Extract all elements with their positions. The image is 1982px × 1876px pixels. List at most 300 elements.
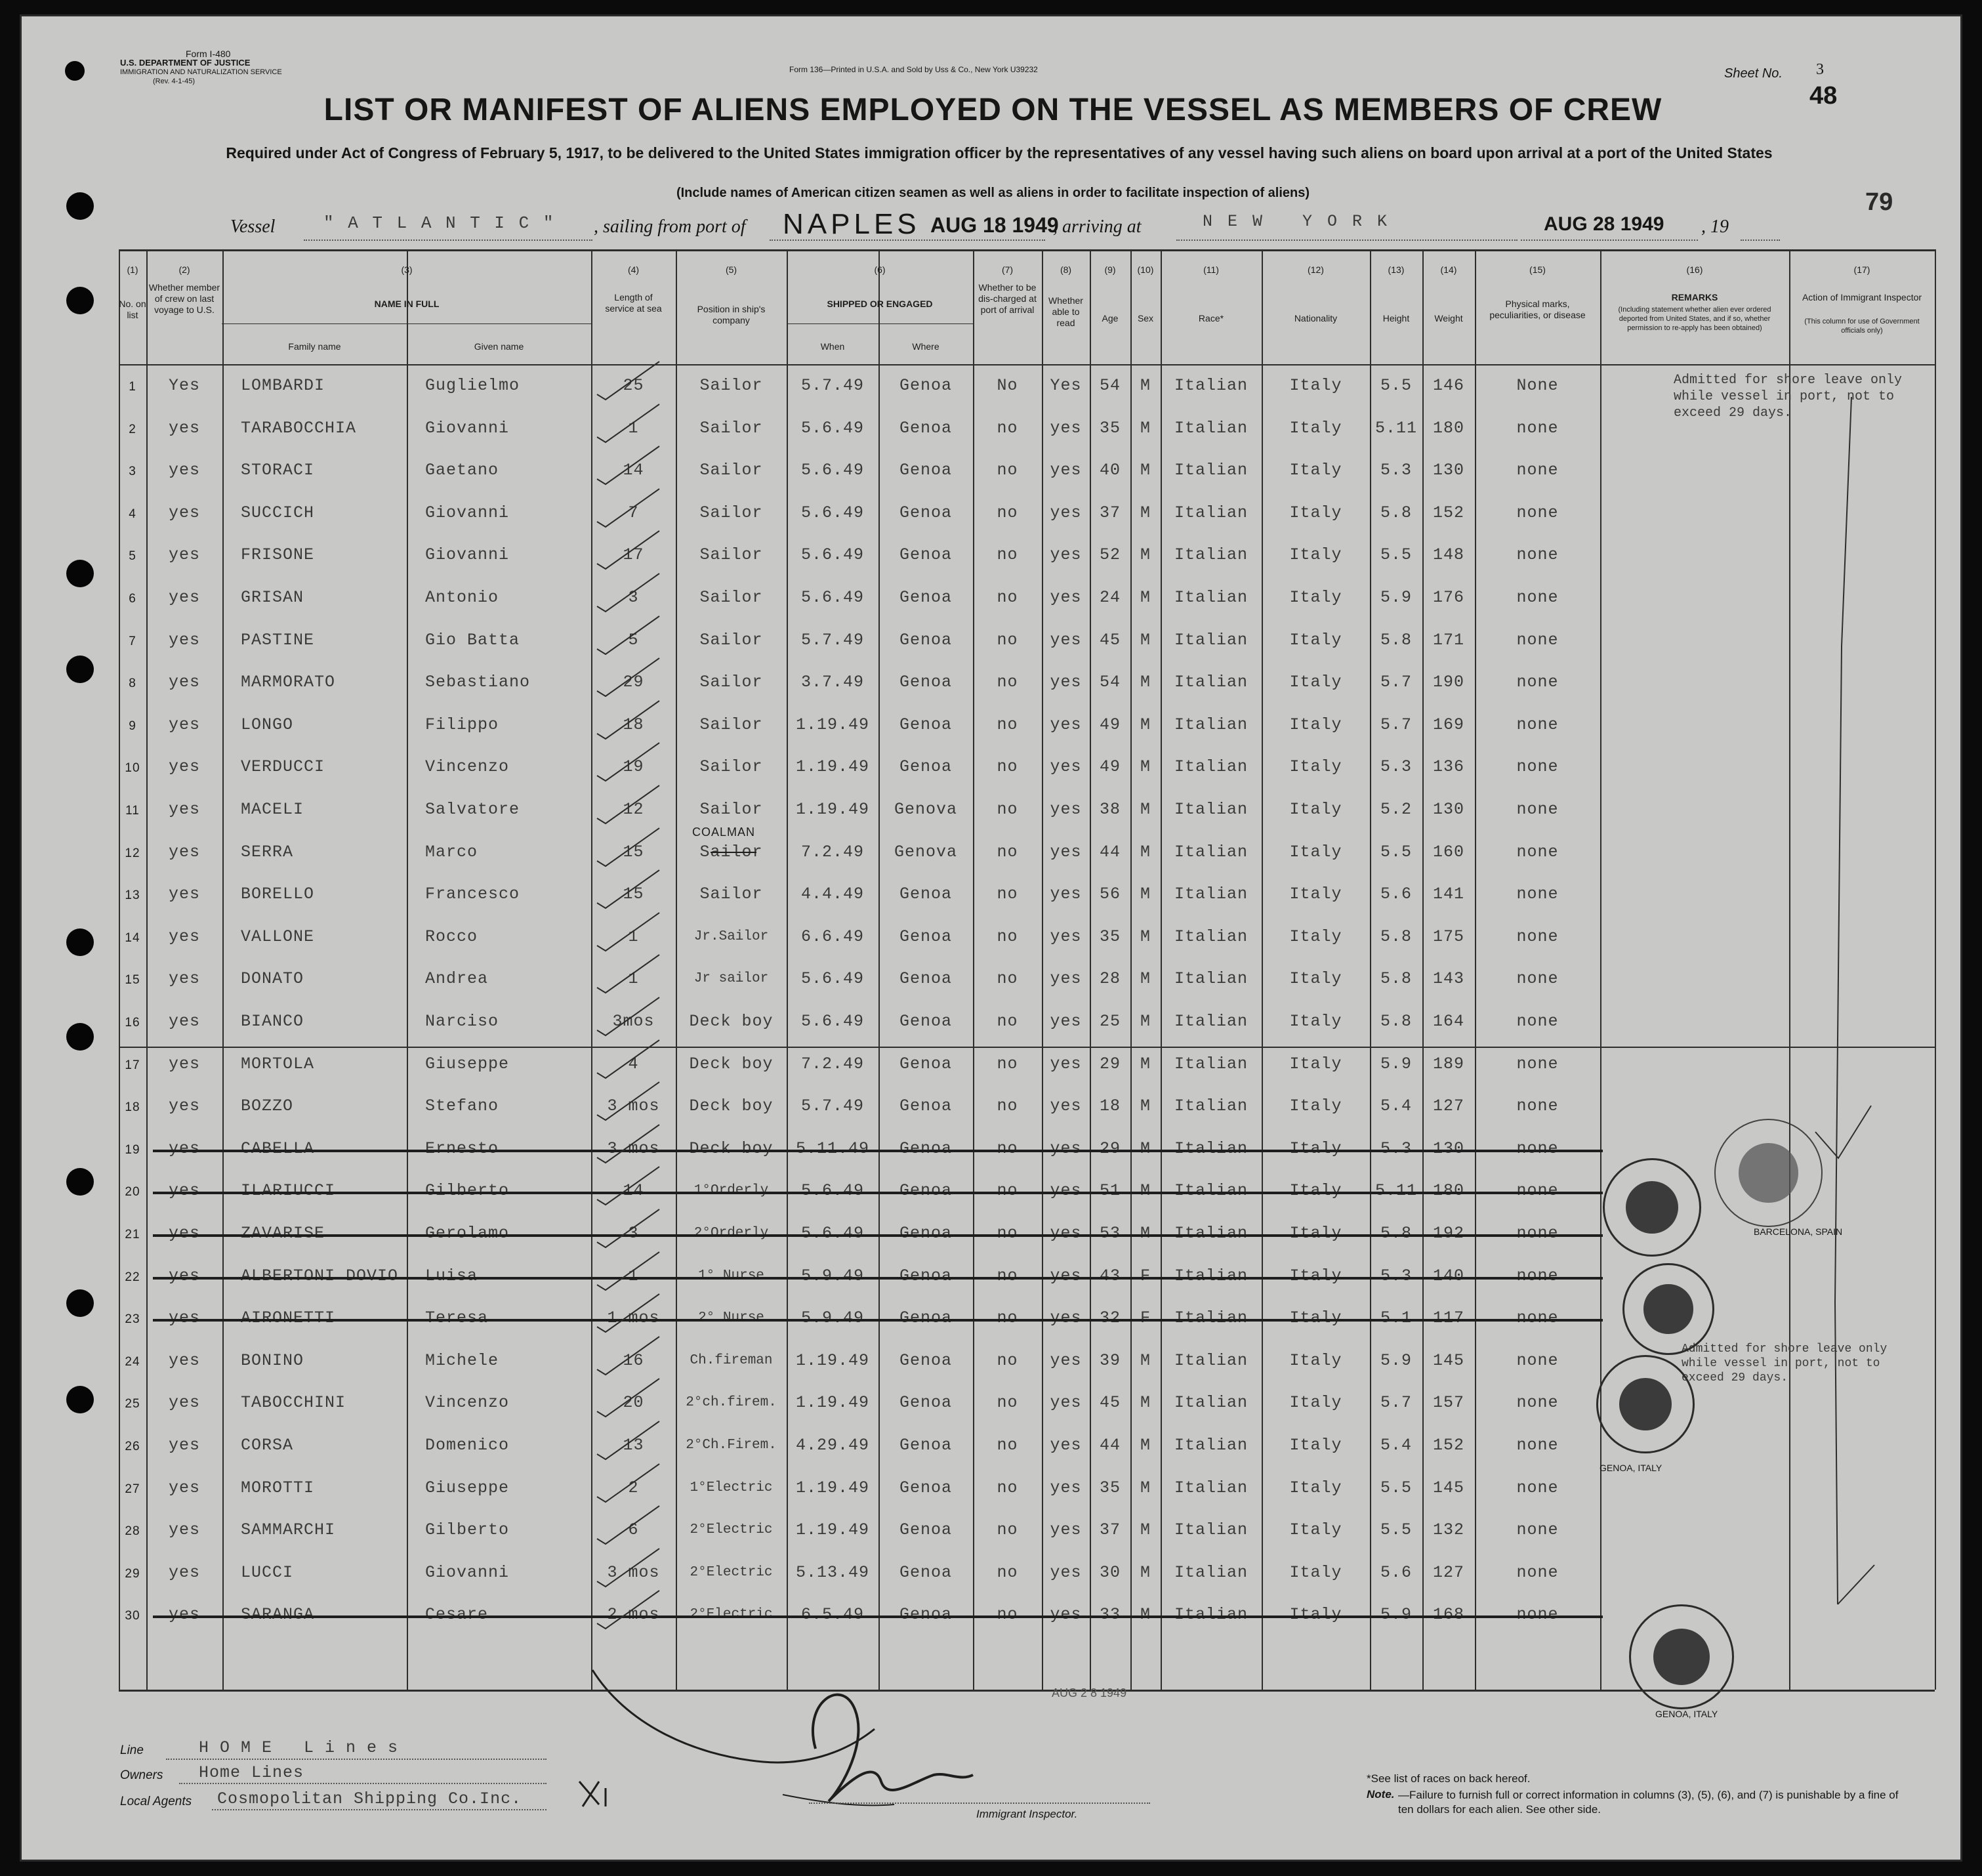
age: 38 bbox=[1099, 800, 1121, 819]
service-length: 14 bbox=[623, 1181, 644, 1200]
shipped-when: 5.13.49 bbox=[795, 1563, 870, 1582]
nationality: Italy bbox=[1289, 1096, 1342, 1115]
able-to-read: yes bbox=[1050, 843, 1082, 862]
weight: 190 bbox=[1432, 673, 1464, 692]
race: Italian bbox=[1174, 419, 1249, 438]
consulate-stamp bbox=[1622, 1263, 1714, 1355]
col-16-header: REMARKS bbox=[1671, 292, 1718, 302]
shipped-when: 6.5.49 bbox=[800, 1605, 864, 1624]
family-name: MOROTTI bbox=[241, 1478, 315, 1497]
race: Italian bbox=[1174, 1520, 1249, 1539]
sex: F bbox=[1140, 1266, 1151, 1285]
service-length: 3 mos bbox=[607, 1139, 660, 1158]
nationality: Italy bbox=[1289, 1308, 1342, 1327]
weight: 152 bbox=[1432, 1436, 1464, 1455]
nationality: Italy bbox=[1289, 843, 1342, 862]
manifest-note: (Include names of American citizen seamen as well as aliens in order to facilitate inspection of aliens) bbox=[676, 186, 1310, 200]
check-mark bbox=[594, 1035, 666, 1081]
physical-marks: none bbox=[1516, 843, 1559, 862]
race: Italian bbox=[1174, 885, 1249, 904]
table-row bbox=[22, 969, 1962, 995]
table-row bbox=[22, 376, 1962, 402]
service-length: 15 bbox=[623, 885, 644, 904]
sex: M bbox=[1140, 1012, 1151, 1031]
col-11-header: Race* bbox=[1198, 313, 1224, 323]
prev-voyage: yes bbox=[168, 843, 200, 862]
family-name: AIRONETTI bbox=[241, 1308, 336, 1327]
service-length: 1 bbox=[628, 969, 639, 988]
service-length: 3 bbox=[628, 1224, 639, 1243]
nationality: Italy bbox=[1289, 715, 1342, 734]
service-length: 16 bbox=[623, 1351, 644, 1370]
row-number: 13 bbox=[125, 888, 140, 902]
given-name: Francesco bbox=[425, 885, 520, 904]
family-name: CABELLA bbox=[241, 1139, 315, 1158]
height: 5.3 bbox=[1380, 757, 1412, 776]
prev-voyage: yes bbox=[168, 1054, 200, 1073]
row-number: 6 bbox=[129, 592, 136, 606]
nationality: Italy bbox=[1289, 631, 1342, 650]
nationality: Italy bbox=[1289, 1436, 1342, 1455]
nationality: Italy bbox=[1289, 927, 1342, 946]
col-1-header: No. on list bbox=[119, 299, 146, 320]
prev-voyage: yes bbox=[168, 1224, 200, 1243]
shipped-when: 5.6.49 bbox=[800, 969, 864, 988]
table-row bbox=[22, 1478, 1962, 1505]
position: 1° Nurse bbox=[698, 1268, 764, 1283]
family-name: VERDUCCI bbox=[241, 757, 325, 776]
sailing-label: , sailing from port of bbox=[594, 217, 746, 237]
shipped-when: 1.19.49 bbox=[795, 715, 870, 734]
position: Deck boy bbox=[689, 1012, 774, 1031]
physical-marks: none bbox=[1516, 927, 1559, 946]
check-mark bbox=[594, 1331, 666, 1377]
col-13-header: Height bbox=[1382, 313, 1410, 323]
race: Italian bbox=[1174, 1266, 1249, 1285]
shipped-where: Genoa bbox=[899, 1563, 952, 1582]
table-row bbox=[22, 1520, 1962, 1547]
consulate-stamp bbox=[1596, 1355, 1695, 1453]
position: 2°ch.firem. bbox=[686, 1395, 777, 1410]
given-name: Gerolamo bbox=[425, 1224, 510, 1243]
nationality: Italy bbox=[1289, 461, 1342, 480]
table-row bbox=[22, 927, 1962, 953]
prev-voyage: yes bbox=[168, 588, 200, 607]
corner-mark: 79 bbox=[1865, 188, 1893, 216]
given-name: Sebastiano bbox=[425, 673, 531, 692]
nationality: Italy bbox=[1289, 1478, 1342, 1497]
prev-voyage: yes bbox=[168, 1605, 200, 1624]
age: 40 bbox=[1099, 461, 1121, 480]
weight: 192 bbox=[1432, 1224, 1464, 1243]
check-mark bbox=[594, 1373, 666, 1419]
shipped-where: Genoa bbox=[899, 1096, 952, 1115]
service-length: 5 bbox=[628, 631, 639, 650]
sheet-number: 3 bbox=[1816, 61, 1824, 78]
check-mark bbox=[594, 1501, 666, 1547]
family-name: FRISONE bbox=[241, 545, 315, 564]
service-length: 3 bbox=[628, 588, 639, 607]
height: 5.5 bbox=[1380, 843, 1412, 862]
shipped-when: 5.6.49 bbox=[800, 545, 864, 564]
physical-marks: none bbox=[1516, 1054, 1559, 1073]
able-to-read: yes bbox=[1050, 715, 1082, 734]
sex: M bbox=[1140, 715, 1151, 734]
sex: M bbox=[1140, 545, 1151, 564]
sex: M bbox=[1140, 1478, 1151, 1497]
discharge: no bbox=[997, 800, 1018, 819]
able-to-read: yes bbox=[1050, 1605, 1082, 1624]
weight: 180 bbox=[1432, 419, 1464, 438]
weight: 152 bbox=[1432, 503, 1464, 522]
family-name: TABOCCHINI bbox=[241, 1393, 346, 1412]
check-mark bbox=[594, 738, 666, 783]
discharge: no bbox=[997, 1012, 1018, 1031]
check-mark bbox=[594, 441, 666, 487]
stamp-caption-barcelona: BARCELONA, SPAIN bbox=[1754, 1226, 1843, 1237]
race: Italian bbox=[1174, 631, 1249, 650]
sex: M bbox=[1140, 1351, 1151, 1370]
family-name: BORELLO bbox=[241, 885, 315, 904]
able-to-read: yes bbox=[1050, 631, 1082, 650]
col-2-number: (2) bbox=[178, 264, 190, 275]
physical-marks: none bbox=[1516, 1478, 1559, 1497]
able-to-read: yes bbox=[1050, 1436, 1082, 1455]
family-name: SAMMARCHI bbox=[241, 1520, 336, 1539]
service-length: 1 bbox=[628, 419, 639, 438]
row-number: 10 bbox=[125, 761, 140, 775]
sex: M bbox=[1140, 843, 1151, 862]
able-to-read: yes bbox=[1050, 1181, 1082, 1200]
row-strikeout bbox=[153, 1234, 1603, 1237]
prev-voyage: yes bbox=[168, 885, 200, 904]
age: 29 bbox=[1099, 1139, 1121, 1158]
given-name: Giuseppe bbox=[425, 1054, 510, 1073]
able-to-read: yes bbox=[1050, 757, 1082, 776]
position: Sailor bbox=[699, 673, 763, 692]
given-name: Marco bbox=[425, 843, 478, 862]
able-to-read: yes bbox=[1050, 419, 1082, 438]
given-name: Filippo bbox=[425, 715, 499, 734]
weight: 145 bbox=[1432, 1478, 1464, 1497]
prev-voyage: yes bbox=[168, 545, 200, 564]
sailing-date: AUG 18 1949 bbox=[930, 213, 1059, 237]
race: Italian bbox=[1174, 1605, 1249, 1624]
physical-marks: none bbox=[1516, 461, 1559, 480]
consulate-stamp-barcelona bbox=[1714, 1119, 1823, 1227]
sex: M bbox=[1140, 1520, 1151, 1539]
height: 5.2 bbox=[1380, 800, 1412, 819]
discharge: no bbox=[997, 927, 1018, 946]
remark-shore-leave: Admitted for shore leave only while vessel in port, not to exceed 29 days. bbox=[1674, 373, 1903, 421]
nationality: Italy bbox=[1289, 1393, 1342, 1412]
position: Deck boy bbox=[689, 1139, 774, 1158]
sex: M bbox=[1140, 503, 1151, 522]
height: 5.5 bbox=[1380, 545, 1412, 564]
height: 5.5 bbox=[1380, 376, 1412, 395]
race: Italian bbox=[1174, 800, 1249, 819]
height: 5.7 bbox=[1380, 673, 1412, 692]
shipped-when: 5.6.49 bbox=[800, 419, 864, 438]
check-mark bbox=[594, 568, 666, 614]
row-strikeout bbox=[153, 1319, 1603, 1322]
shipped-when: 6.6.49 bbox=[800, 927, 864, 946]
check-mark bbox=[594, 653, 666, 699]
shipped-when: 5.7.49 bbox=[800, 376, 864, 395]
given-name: Vincenzo bbox=[425, 1393, 510, 1412]
inspector-check-line bbox=[1789, 384, 1935, 1631]
race: Italian bbox=[1174, 969, 1249, 988]
agents-label: Local Agents bbox=[120, 1795, 192, 1808]
able-to-read: yes bbox=[1050, 1266, 1082, 1285]
col-8-header: Whether able to read bbox=[1048, 295, 1083, 328]
height: 5.5 bbox=[1380, 1520, 1412, 1539]
position: 1°Orderly bbox=[693, 1183, 769, 1198]
position: Sailor bbox=[699, 757, 763, 776]
consulate-stamp bbox=[1629, 1604, 1734, 1709]
manifest-subtitle: Required under Act of Congress of February 5, 1917, to be delivered to the United States immigration officer by the representatives of any vessel having such aliens on board upon arrival at a port of the United States bbox=[226, 144, 1773, 161]
races-note: *See list of races on back hereof. bbox=[1367, 1772, 1531, 1785]
race: Italian bbox=[1174, 1393, 1249, 1412]
prev-voyage: yes bbox=[168, 1563, 200, 1582]
table-row bbox=[22, 673, 1962, 699]
prev-voyage: yes bbox=[168, 1308, 200, 1327]
service-length: 29 bbox=[623, 673, 644, 692]
prev-voyage: yes bbox=[168, 673, 200, 692]
shipped-where: Genoa bbox=[899, 461, 952, 480]
discharge: no bbox=[997, 461, 1018, 480]
family-name: DONATO bbox=[241, 969, 304, 988]
check-mark bbox=[594, 1289, 666, 1335]
manifest-sheet bbox=[20, 14, 1962, 1862]
given-name: Giovanni bbox=[425, 545, 510, 564]
service-length: 1 bbox=[628, 927, 639, 946]
age: 39 bbox=[1099, 1351, 1121, 1370]
race: Italian bbox=[1174, 1139, 1249, 1158]
physical-marks: none bbox=[1516, 503, 1559, 522]
department: U.S. DEPARTMENT OF JUSTICE bbox=[120, 58, 251, 68]
col-8-number: (8) bbox=[1060, 264, 1072, 275]
row-number: 3 bbox=[129, 465, 136, 478]
check-mark bbox=[594, 1161, 666, 1207]
prev-voyage: yes bbox=[168, 503, 200, 522]
discharge: no bbox=[997, 1181, 1018, 1200]
check-mark bbox=[594, 399, 666, 445]
weight: 164 bbox=[1432, 1012, 1464, 1031]
weight: 143 bbox=[1432, 969, 1464, 988]
race: Italian bbox=[1174, 503, 1249, 522]
check-mark bbox=[594, 356, 666, 402]
shipped-when: 5.6.49 bbox=[800, 461, 864, 480]
shipped-where: Genoa bbox=[899, 1224, 952, 1243]
table-row bbox=[22, 588, 1962, 614]
shipped-when: 5.6.49 bbox=[800, 1181, 864, 1200]
row-number: 30 bbox=[125, 1609, 140, 1623]
row-number: 20 bbox=[125, 1185, 140, 1199]
age: 52 bbox=[1099, 545, 1121, 564]
col-3-given: Given name bbox=[474, 341, 524, 352]
shipped-where: Genoa bbox=[899, 1520, 952, 1539]
family-name: MARMORATO bbox=[241, 673, 336, 692]
col-12-number: (12) bbox=[1308, 264, 1324, 275]
age: 49 bbox=[1099, 757, 1121, 776]
table-row bbox=[22, 757, 1962, 783]
service-length: 3 mos bbox=[607, 1096, 660, 1115]
shipped-when: 7.2.49 bbox=[800, 1054, 864, 1073]
given-name: Luisa bbox=[425, 1266, 478, 1285]
service-length: 20 bbox=[623, 1393, 644, 1412]
given-name: Gio Batta bbox=[425, 631, 520, 650]
prev-voyage: yes bbox=[168, 1436, 200, 1455]
age: 35 bbox=[1099, 1478, 1121, 1497]
position: Jr sailor bbox=[693, 971, 769, 986]
check-mark bbox=[594, 865, 666, 911]
shipped-where: Genoa bbox=[899, 631, 952, 650]
physical-marks: none bbox=[1516, 1308, 1559, 1327]
check-mark bbox=[594, 1543, 666, 1589]
position: Sailor bbox=[699, 800, 763, 819]
able-to-read: Yes bbox=[1050, 376, 1082, 395]
family-name: STORACI bbox=[241, 461, 315, 480]
col-14-header: Weight bbox=[1434, 313, 1463, 323]
able-to-read: yes bbox=[1050, 885, 1082, 904]
given-name: Michele bbox=[425, 1351, 499, 1370]
sex: M bbox=[1140, 673, 1151, 692]
sex: M bbox=[1140, 1563, 1151, 1582]
physical-marks: none bbox=[1516, 1096, 1559, 1115]
shipped-where: Genoa bbox=[899, 588, 952, 607]
discharge: no bbox=[997, 1436, 1018, 1455]
printer-line: Form 136—Printed in U.S.A. and Sold by Uss & Co., New York U39232 bbox=[789, 65, 1038, 74]
service-length: 13 bbox=[623, 1436, 644, 1455]
age: 24 bbox=[1099, 588, 1121, 607]
col-16-subheader: (Including statement whether alien ever ordered deported from United States, and if so, whether permission to re-apply has been obtained) bbox=[1618, 306, 1771, 332]
family-name: LOMBARDI bbox=[241, 376, 325, 395]
physical-marks: none bbox=[1516, 757, 1559, 776]
col-11-number: (11) bbox=[1203, 264, 1219, 275]
line-label: Line bbox=[120, 1743, 144, 1757]
shipped-when: 4.29.49 bbox=[795, 1436, 870, 1455]
col-17-number: (17) bbox=[1853, 264, 1870, 275]
col-13-number: (13) bbox=[1388, 264, 1405, 275]
check-mark bbox=[594, 1459, 666, 1505]
prev-voyage: yes bbox=[168, 419, 200, 438]
table-row bbox=[22, 631, 1962, 657]
table-row bbox=[22, 1012, 1962, 1038]
given-name: Ernesto bbox=[425, 1139, 499, 1158]
height: 5.7 bbox=[1380, 715, 1412, 734]
row-number: 4 bbox=[129, 507, 136, 521]
given-name: Antonio bbox=[425, 588, 499, 607]
height: 5.9 bbox=[1380, 1054, 1412, 1073]
shipped-where: Genoa bbox=[899, 1605, 952, 1624]
stamp-caption-genoa: GENOA, ITALY bbox=[1600, 1463, 1662, 1473]
weight: 127 bbox=[1432, 1563, 1464, 1582]
weight: 136 bbox=[1432, 757, 1464, 776]
family-name: SUCCICH bbox=[241, 503, 315, 522]
prev-voyage: yes bbox=[168, 927, 200, 946]
race: Italian bbox=[1174, 545, 1249, 564]
shipped-where: Genoa bbox=[899, 673, 952, 692]
sex: F bbox=[1140, 1308, 1151, 1327]
physical-marks: none bbox=[1516, 588, 1559, 607]
shipped-when: 3.7.49 bbox=[800, 673, 864, 692]
vessel-name: " A T L A N T I C " bbox=[323, 213, 556, 233]
race: Italian bbox=[1174, 588, 1249, 607]
nationality: Italy bbox=[1289, 1520, 1342, 1539]
consulate-stamp bbox=[1603, 1158, 1701, 1257]
position: 2°Electric bbox=[690, 1607, 773, 1622]
family-name: VALLONE bbox=[241, 927, 315, 946]
weight: 130 bbox=[1432, 461, 1464, 480]
race: Italian bbox=[1174, 1012, 1249, 1031]
physical-marks: none bbox=[1516, 1351, 1559, 1370]
given-name: Narciso bbox=[425, 1012, 499, 1031]
age: 44 bbox=[1099, 843, 1121, 862]
position: 2°Orderly bbox=[693, 1226, 769, 1241]
service-length: 2 bbox=[628, 1478, 639, 1497]
family-name: ALBERTONI DOVIO bbox=[241, 1266, 399, 1285]
row-number: 23 bbox=[125, 1312, 140, 1326]
given-name: Domenico bbox=[425, 1436, 510, 1455]
position-strikeout bbox=[711, 852, 756, 853]
given-name: Gilberto bbox=[425, 1181, 510, 1200]
given-name: Teresa bbox=[425, 1308, 489, 1327]
sex: M bbox=[1140, 1436, 1151, 1455]
row-number: 16 bbox=[125, 1016, 140, 1030]
age: 35 bbox=[1099, 419, 1121, 438]
height: 5.1 bbox=[1380, 1308, 1412, 1327]
col-6-header: SHIPPED OR ENGAGED bbox=[827, 299, 933, 309]
arrival-port: N E W Y O R K bbox=[1203, 212, 1390, 231]
discharge: no bbox=[997, 969, 1018, 988]
position: Sailor bbox=[699, 588, 763, 607]
table-row bbox=[22, 1054, 1962, 1081]
discharge: no bbox=[997, 715, 1018, 734]
row-number: 8 bbox=[129, 677, 136, 690]
check-mark bbox=[594, 1077, 666, 1123]
weight: 130 bbox=[1432, 1139, 1464, 1158]
sex: M bbox=[1140, 1605, 1151, 1624]
discharge: no bbox=[997, 1266, 1018, 1285]
col-3-number: (3) bbox=[401, 264, 413, 275]
vessel-label: Vessel bbox=[230, 217, 276, 237]
check-mark bbox=[594, 780, 666, 826]
height: 5.8 bbox=[1380, 927, 1412, 946]
shipped-where: Genoa bbox=[899, 545, 952, 564]
able-to-read: yes bbox=[1050, 927, 1082, 946]
physical-marks: none bbox=[1516, 969, 1559, 988]
nationality: Italy bbox=[1289, 1266, 1342, 1285]
height: 5.8 bbox=[1380, 1224, 1412, 1243]
height: 5.5 bbox=[1380, 1478, 1412, 1497]
age: 44 bbox=[1099, 1436, 1121, 1455]
position: Sailor bbox=[699, 843, 763, 862]
family-name: LUCCI bbox=[241, 1563, 294, 1582]
nationality: Italy bbox=[1289, 376, 1342, 395]
nationality: Italy bbox=[1289, 588, 1342, 607]
family-name: ZAVARISE bbox=[241, 1224, 325, 1243]
nationality: Italy bbox=[1289, 757, 1342, 776]
height: 5.4 bbox=[1380, 1096, 1412, 1115]
family-name: CORSA bbox=[241, 1436, 294, 1455]
discharge: no bbox=[997, 1096, 1018, 1115]
physical-marks: none bbox=[1516, 1181, 1559, 1200]
position-correction: COALMAN bbox=[692, 825, 755, 839]
nationality: Italy bbox=[1289, 1054, 1342, 1073]
weight: 189 bbox=[1432, 1054, 1464, 1073]
physical-marks: none bbox=[1516, 885, 1559, 904]
